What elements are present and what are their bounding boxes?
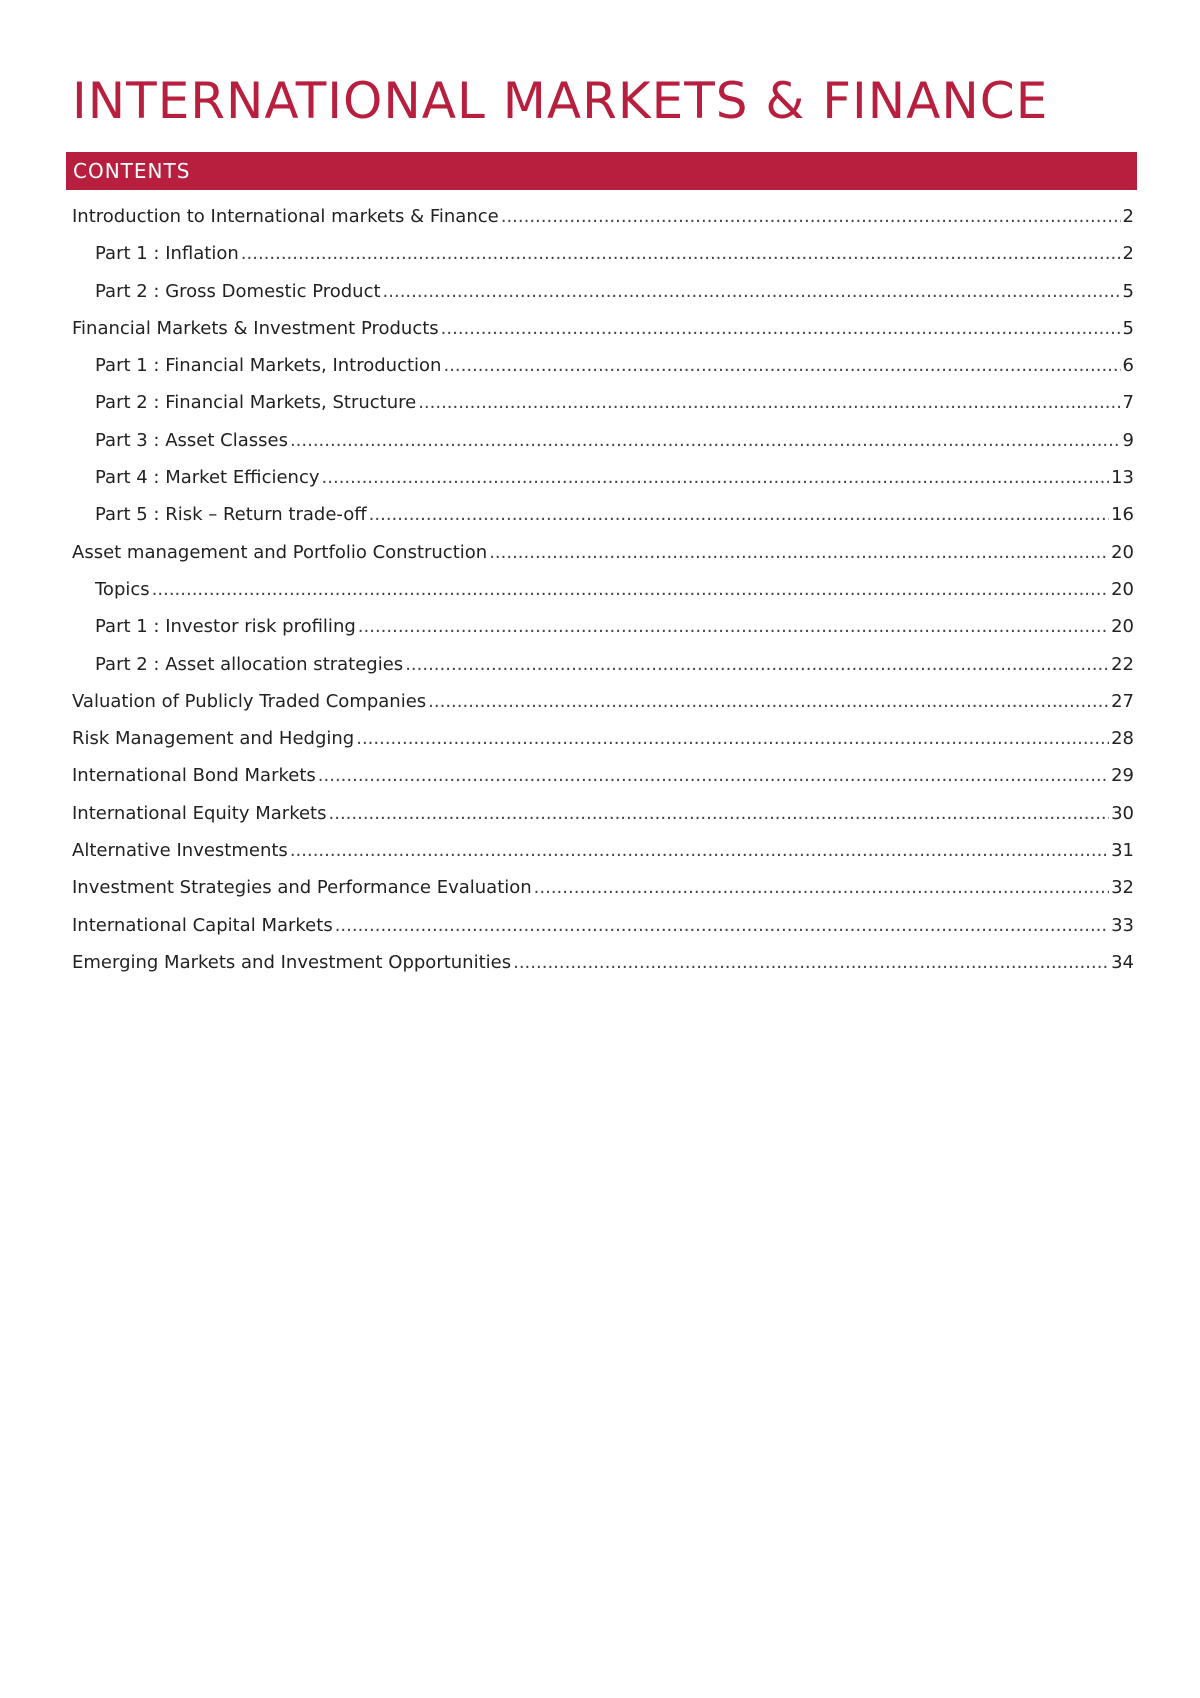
toc-entry-title: Topics: [95, 578, 150, 600]
dot-leader: [443, 347, 1120, 384]
toc-page-number: 7: [1122, 392, 1134, 414]
toc-page-number: 2: [1122, 206, 1134, 227]
toc-page-number: 28: [1111, 728, 1134, 750]
toc-page-number: 5: [1122, 317, 1134, 339]
toc-entry[interactable]: [72, 907, 1134, 944]
toc-entry-title: Part 1 : Inflation: [95, 243, 239, 265]
toc-page-number: 33: [1111, 914, 1134, 936]
toc-entry-title: Part 1 : Financial Markets, Introduction: [95, 355, 442, 377]
dot-leader: [290, 422, 1121, 459]
toc-page-number: 20: [1111, 541, 1134, 563]
toc-entry-title: Financial Markets & Investment Products: [72, 317, 439, 339]
toc-entry-title: Part 2 : Asset allocation strategies: [95, 653, 404, 675]
toc-entry[interactable]: [72, 795, 1134, 832]
toc-entry-title: International Equity Markets: [72, 802, 327, 824]
toc-entry[interactable]: [72, 869, 1134, 906]
contents-heading: CONTENTS: [73, 159, 191, 183]
toc-entry-title: Part 3 : Asset Classes: [95, 429, 288, 451]
toc-page-number: 20: [1111, 616, 1134, 638]
dot-leader: [152, 571, 1109, 608]
toc-entry[interactable]: [72, 720, 1134, 757]
toc-entry-title: Alternative Investments: [72, 840, 288, 862]
toc-page-number: 34: [1111, 951, 1134, 973]
dot-leader: [489, 534, 1109, 571]
toc-page-number: 5: [1122, 280, 1134, 302]
toc-entry-title: Part 2 : Gross Domestic Product: [95, 280, 381, 302]
toc-entry-title: International Bond Markets: [72, 765, 316, 787]
dot-leader: [318, 757, 1109, 794]
toc-entry-title: Investment Strategies and Performance Evaluation: [72, 877, 532, 899]
toc-entry[interactable]: [72, 459, 1134, 496]
toc-entry[interactable]: [72, 496, 1134, 533]
toc-entry[interactable]: [72, 310, 1134, 347]
toc-page-number: 30: [1111, 802, 1134, 824]
toc-entry[interactable]: [72, 646, 1134, 683]
toc-entry-title: Introduction to International markets & Finance: [72, 206, 499, 227]
toc-entry[interactable]: [72, 683, 1134, 720]
toc-entry[interactable]: [72, 347, 1134, 384]
toc-page-number: 16: [1111, 504, 1134, 526]
toc-entry[interactable]: [72, 832, 1134, 869]
toc-entry-title: Part 1 : Investor risk profiling: [95, 616, 356, 638]
toc-page-number: 9: [1122, 429, 1134, 451]
dot-leader: [405, 646, 1109, 683]
dot-leader: [383, 273, 1121, 310]
toc-entry[interactable]: [72, 944, 1134, 981]
dot-leader: [356, 720, 1109, 757]
toc-entry-title: Emerging Markets and Investment Opportunities: [72, 951, 512, 973]
page-title: INTERNATIONAL MARKETS & FINANCE: [72, 72, 1049, 130]
toc-entry[interactable]: [72, 757, 1134, 794]
toc-page-number: 22: [1111, 653, 1134, 675]
toc-page-number: 13: [1111, 467, 1134, 489]
dot-leader: [513, 944, 1109, 981]
dot-leader: [290, 832, 1109, 869]
dot-leader: [241, 235, 1121, 272]
toc-entry[interactable]: [72, 571, 1134, 608]
toc-entry[interactable]: [72, 608, 1134, 645]
toc-entry-title: Risk Management and Hedging: [72, 728, 355, 750]
toc-entry-title: Asset management and Portfolio Construction: [72, 541, 488, 563]
toc-entry[interactable]: [72, 422, 1134, 459]
contents-heading-bar: [66, 152, 1137, 190]
toc-entry-title: Part 5 : Risk – Return trade-off: [95, 504, 367, 526]
toc-entry-title: Part 2 : Financial Markets, Structure: [95, 392, 417, 414]
toc-entry-title: Part 4 : Market Efficiency: [95, 467, 320, 489]
toc-entry-title: Valuation of Publicly Traded Companies: [72, 690, 427, 712]
toc-entry[interactable]: [72, 198, 1134, 235]
toc-entry-title: International Capital Markets: [72, 914, 333, 936]
dot-leader: [322, 459, 1110, 496]
toc-entry[interactable]: [72, 534, 1134, 571]
dot-leader: [418, 384, 1120, 421]
toc-page-number: 29: [1111, 765, 1134, 787]
toc-page-number: 31: [1111, 840, 1134, 862]
toc-entry[interactable]: [72, 235, 1134, 272]
toc-page-number: 2: [1122, 243, 1134, 265]
toc-page-number: 32: [1111, 877, 1134, 899]
toc-entry[interactable]: [72, 384, 1134, 421]
dot-leader: [441, 310, 1121, 347]
dot-leader: [335, 907, 1109, 944]
toc-page-number: 6: [1122, 355, 1134, 377]
dot-leader: [501, 198, 1121, 235]
dot-leader: [369, 496, 1109, 533]
toc-page-number: 20: [1111, 578, 1134, 600]
dot-leader: [428, 683, 1109, 720]
dot-leader: [329, 795, 1110, 832]
toc-page-number: 27: [1111, 690, 1134, 712]
toc-entry[interactable]: [72, 273, 1134, 310]
dot-leader: [358, 608, 1109, 645]
table-of-contents: [72, 198, 1134, 981]
dot-leader: [534, 869, 1109, 906]
